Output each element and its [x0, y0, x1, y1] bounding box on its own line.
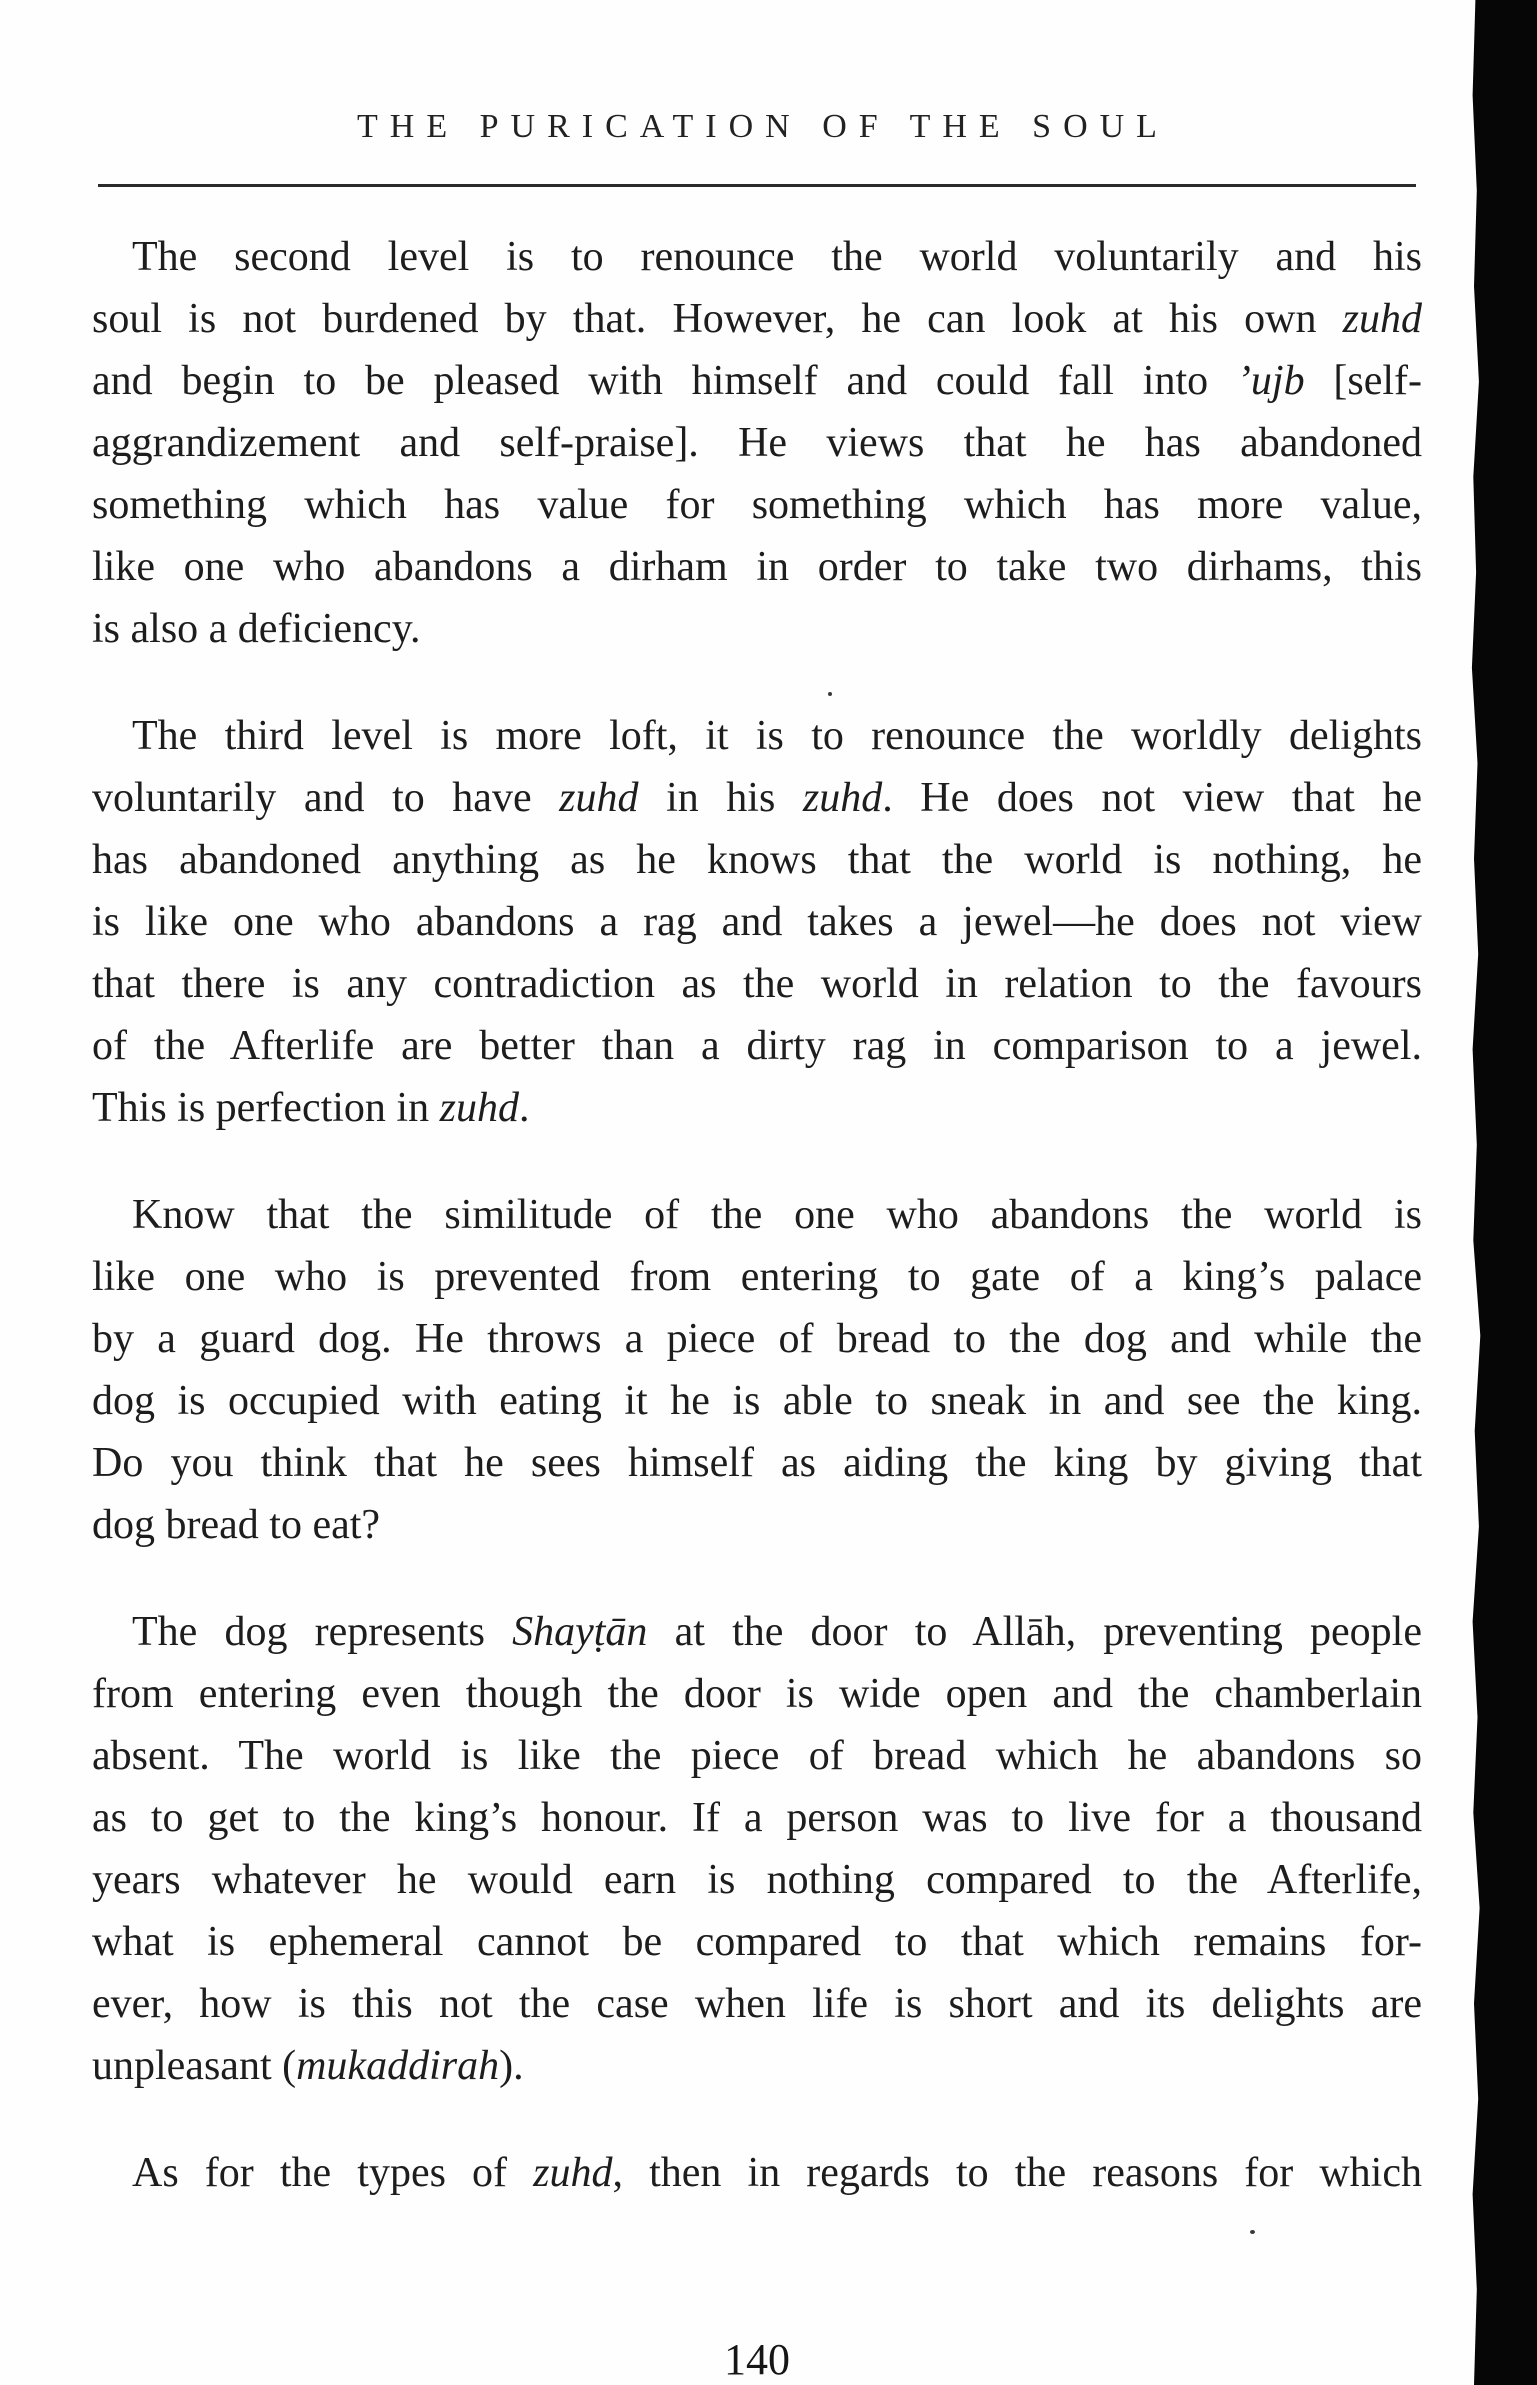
italic-term: mukaddirah: [296, 2043, 500, 2089]
text-line: [92, 767, 1422, 829]
text-run: The second level is to renounce the world voluntarily and his: [132, 234, 1422, 280]
body-paragraphs: [92, 226, 1422, 2204]
running-head: THE PURICATION OF THE SOUL: [357, 108, 1169, 145]
book-edge-shadow: [1467, 0, 1537, 2385]
text-run: ).: [499, 2043, 524, 2089]
text-run: like one who is prevented from entering to gate of a king’s palace: [92, 1254, 1422, 1300]
text-line: [92, 536, 1422, 598]
italic-term: zuhd: [1342, 296, 1422, 342]
text-run: from entering even though the door is wide open and the chamberlain: [92, 1671, 1422, 1717]
text-line: [92, 1973, 1422, 2035]
text-run: what is ephemeral cannot be compared to that which remains for-: [92, 1919, 1422, 1965]
text-run: .: [518, 1085, 530, 1131]
italic-term: ’ujb: [1236, 358, 1305, 404]
italic-term: zuhd: [439, 1085, 519, 1131]
text-run: years whatever he would earn is nothing compared to the Afterlife,: [92, 1857, 1422, 1903]
page-number: 140: [724, 2335, 790, 2384]
paragraph: [92, 1601, 1422, 2097]
text-line: [92, 412, 1422, 474]
text-run: voluntarily and to have: [92, 775, 560, 821]
text-run: soul is not burdened by that. However, he can look at his own: [92, 296, 1343, 342]
italic-term: Shayṭān: [512, 1609, 648, 1655]
text-line: [92, 598, 1422, 660]
text-line: [92, 226, 1422, 288]
text-run: in his: [638, 775, 803, 821]
text-line: [92, 2035, 1422, 2097]
text-run: and begin to be pleased with himself and could fall into: [92, 358, 1237, 404]
text-run: . He does not view that he: [882, 775, 1423, 821]
text-line: [92, 1725, 1422, 1787]
paragraph: [92, 705, 1422, 1139]
text-line: [92, 1601, 1422, 1663]
text-run: like one who abandons a dirham in order to take two dirhams, this: [92, 544, 1422, 590]
text-run: at the door to Allāh, preventing people: [647, 1609, 1422, 1655]
text-line: [92, 350, 1422, 412]
text-run: As for the types of: [132, 2150, 534, 2196]
text-line: [92, 1077, 1422, 1139]
text-run: dog is occupied with eating it he is able to sneak in and see the king.: [92, 1378, 1422, 1424]
text-line: [92, 2142, 1422, 2204]
text-line: [92, 1787, 1422, 1849]
text-line: [92, 1911, 1422, 1973]
text-run: is like one who abandons a rag and takes a jewel—he does not view: [92, 899, 1422, 945]
text-line: [92, 1663, 1422, 1725]
text-run: [self-: [1304, 358, 1422, 404]
text-run: ever, how is this not the case when life is short and its delights are: [92, 1981, 1422, 2027]
text-line: [92, 1370, 1422, 1432]
text-run: something which has value for something which has more value,: [92, 482, 1422, 528]
italic-term: zuhd: [533, 2150, 613, 2196]
scan-speck: [828, 692, 832, 696]
text-run: has abandoned anything as he knows that the world is nothing, he: [92, 837, 1422, 883]
text-line: [92, 891, 1422, 953]
paragraph: [92, 1184, 1422, 1556]
header-rule: [98, 184, 1416, 187]
text-line: [92, 474, 1422, 536]
text-run: aggrandizement and self-praise]. He views that he has abandoned: [92, 420, 1422, 466]
text-line: [92, 1015, 1422, 1077]
text-line: [92, 1246, 1422, 1308]
paragraph: [92, 226, 1422, 660]
text-run: The third level is more loft, it is to renounce the worldly delights: [132, 713, 1422, 759]
text-run: This is perfection in: [92, 1085, 440, 1131]
text-run: is also a deficiency.: [92, 606, 421, 652]
text-line: [92, 1849, 1422, 1911]
text-run: Know that the similitude of the one who abandons the world is: [132, 1192, 1422, 1238]
text-line: [92, 1184, 1422, 1246]
text-run: of the Afterlife are better than a dirty rag in comparison to a jewel.: [92, 1023, 1422, 1069]
text-run: absent. The world is like the piece of bread which he abandons so: [92, 1733, 1422, 1779]
text-run: dog bread to eat?: [92, 1502, 381, 1548]
text-run: as to get to the king’s honour. If a person was to live for a thousand: [92, 1795, 1422, 1841]
text-line: [92, 1308, 1422, 1370]
scan-speck: [1250, 2230, 1255, 2234]
text-run: that there is any contradiction as the world in relation to the favours: [92, 961, 1422, 1007]
text-run: Do you think that he sees himself as aiding the king by giving that: [92, 1440, 1422, 1486]
text-line: [92, 288, 1422, 350]
text-line: [92, 953, 1422, 1015]
text-run: The dog represents: [132, 1609, 513, 1655]
text-run: unpleasant (: [92, 2043, 297, 2089]
text-run: by a guard dog. He throws a piece of bread to the dog and while the: [92, 1316, 1422, 1362]
paragraph: [92, 2142, 1422, 2204]
text-line: [92, 1494, 1422, 1556]
text-run: , then in regards to the reasons for which: [612, 2150, 1422, 2196]
text-line: [92, 705, 1422, 767]
italic-term: zuhd: [802, 775, 883, 821]
italic-term: zuhd: [559, 775, 639, 821]
text-line: [92, 829, 1422, 891]
text-line: [92, 1432, 1422, 1494]
